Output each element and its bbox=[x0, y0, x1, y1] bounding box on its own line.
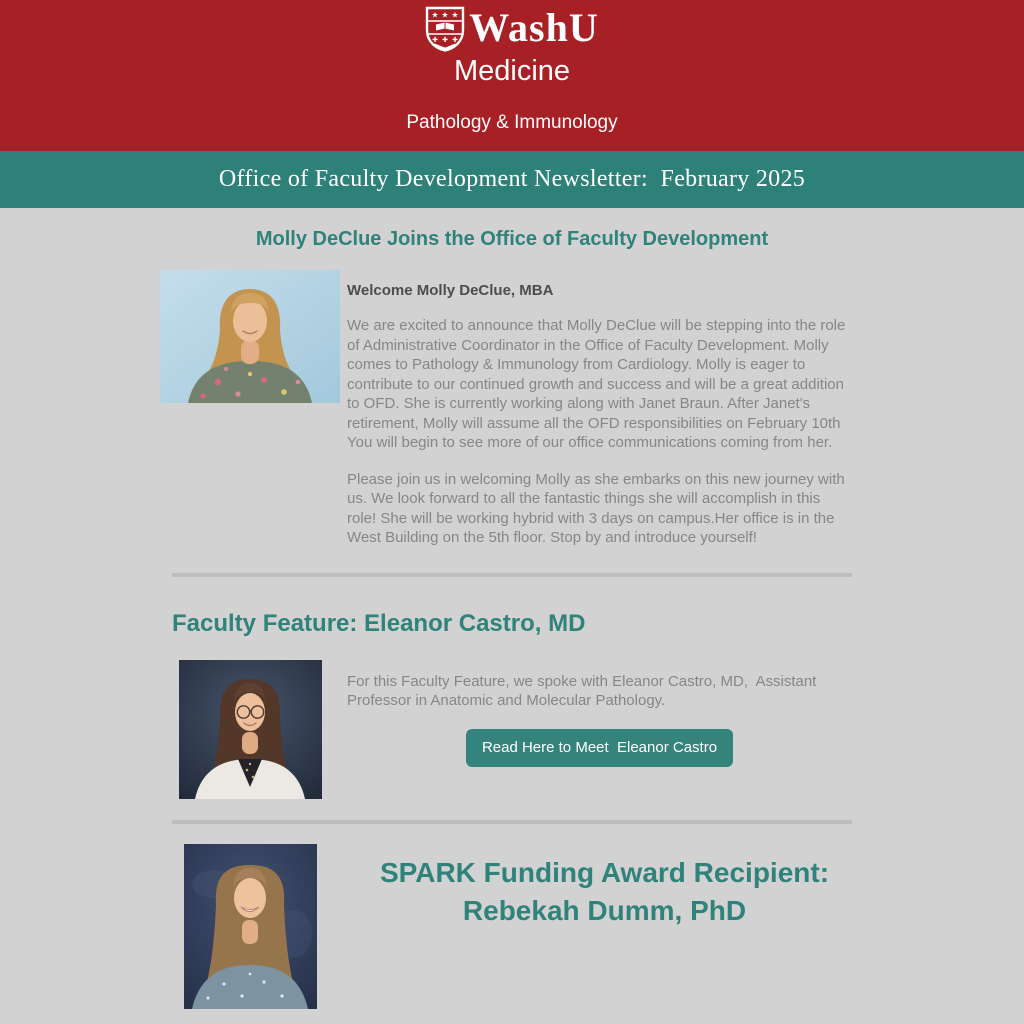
svg-text:✚: ✚ bbox=[452, 36, 459, 44]
svg-text:✚: ✚ bbox=[442, 36, 449, 44]
eleanor-castro-photo bbox=[179, 660, 322, 799]
faculty-feature-text-column bbox=[347, 660, 852, 799]
washu-logo bbox=[425, 6, 599, 52]
button-row bbox=[347, 729, 852, 767]
svg-text:★: ★ bbox=[431, 10, 439, 20]
svg-text:★: ★ bbox=[441, 10, 449, 20]
molly-paragraph-1: We are excited to announce that Molly DeClue will be stepping into the role of Administrative Coordinator in the Office of Faculty Development. Molly comes to Pathology & Immunology from Cardiology. Molly is eager to contribute to our continued growth and success and will be a great addition to OFD. She is currently working along with Janet Braun. After Janet's retirement, Molly will assume all the OFD responsibilities on February 10th You will begin to see more of our office communications coming from her. bbox=[347, 317, 850, 451]
molly-paragraph-2: Please join us in welcoming Molly as she embarks on this new journey with us. We look forward to all the fantastic things she will accomplish in this role! She will be working hybrid with 3 days on campus.Her office is in the West Building on the 5th floor. Stop by and introduce yourself! bbox=[347, 470, 849, 546]
brand-department: Pathology & Immunology bbox=[406, 112, 618, 133]
svg-text:★: ★ bbox=[451, 10, 459, 20]
read-more-button[interactable]: Read Here to Meet Eleanor Castro bbox=[466, 729, 733, 767]
newsletter-body bbox=[0, 228, 1024, 1009]
section-divider bbox=[172, 820, 852, 824]
washu-wordmark: WashU bbox=[469, 5, 599, 50]
brand-division: Medicine bbox=[453, 55, 571, 87]
molly-text-column bbox=[347, 270, 852, 548]
section-heading-molly: Molly DeClue Joins the Office of Faculty Development bbox=[255, 228, 769, 250]
section-heading-faculty-feature: Faculty Feature: Eleanor Castro, MD bbox=[172, 609, 586, 637]
svg-text:✚: ✚ bbox=[432, 36, 439, 44]
rebekah-dumm-photo bbox=[184, 844, 317, 1009]
spark-heading bbox=[357, 844, 852, 1009]
washu-shield-icon bbox=[425, 6, 465, 52]
spark-section bbox=[184, 844, 852, 1009]
faculty-feature-section bbox=[179, 660, 852, 799]
welcome-heading: Welcome Molly DeClue, MBA bbox=[347, 282, 554, 299]
newsletter-title-bar bbox=[0, 151, 1024, 208]
spark-heading-line-2: Rebekah Dumm, PhD bbox=[462, 894, 747, 926]
molly-declue-photo bbox=[160, 270, 340, 403]
molly-section bbox=[160, 270, 852, 548]
faculty-feature-text: For this Faculty Feature, we spoke with Eleanor Castro, MD, Assistant Professor in Anatomic and Molecular Pathology. bbox=[347, 672, 821, 709]
section-divider bbox=[172, 573, 852, 577]
spark-heading-line-1: SPARK Funding Award Recipient: bbox=[379, 856, 830, 888]
newsletter-title: Office of Faculty Development Newsletter: February 2025 bbox=[218, 166, 806, 192]
brand-header bbox=[0, 0, 1024, 151]
